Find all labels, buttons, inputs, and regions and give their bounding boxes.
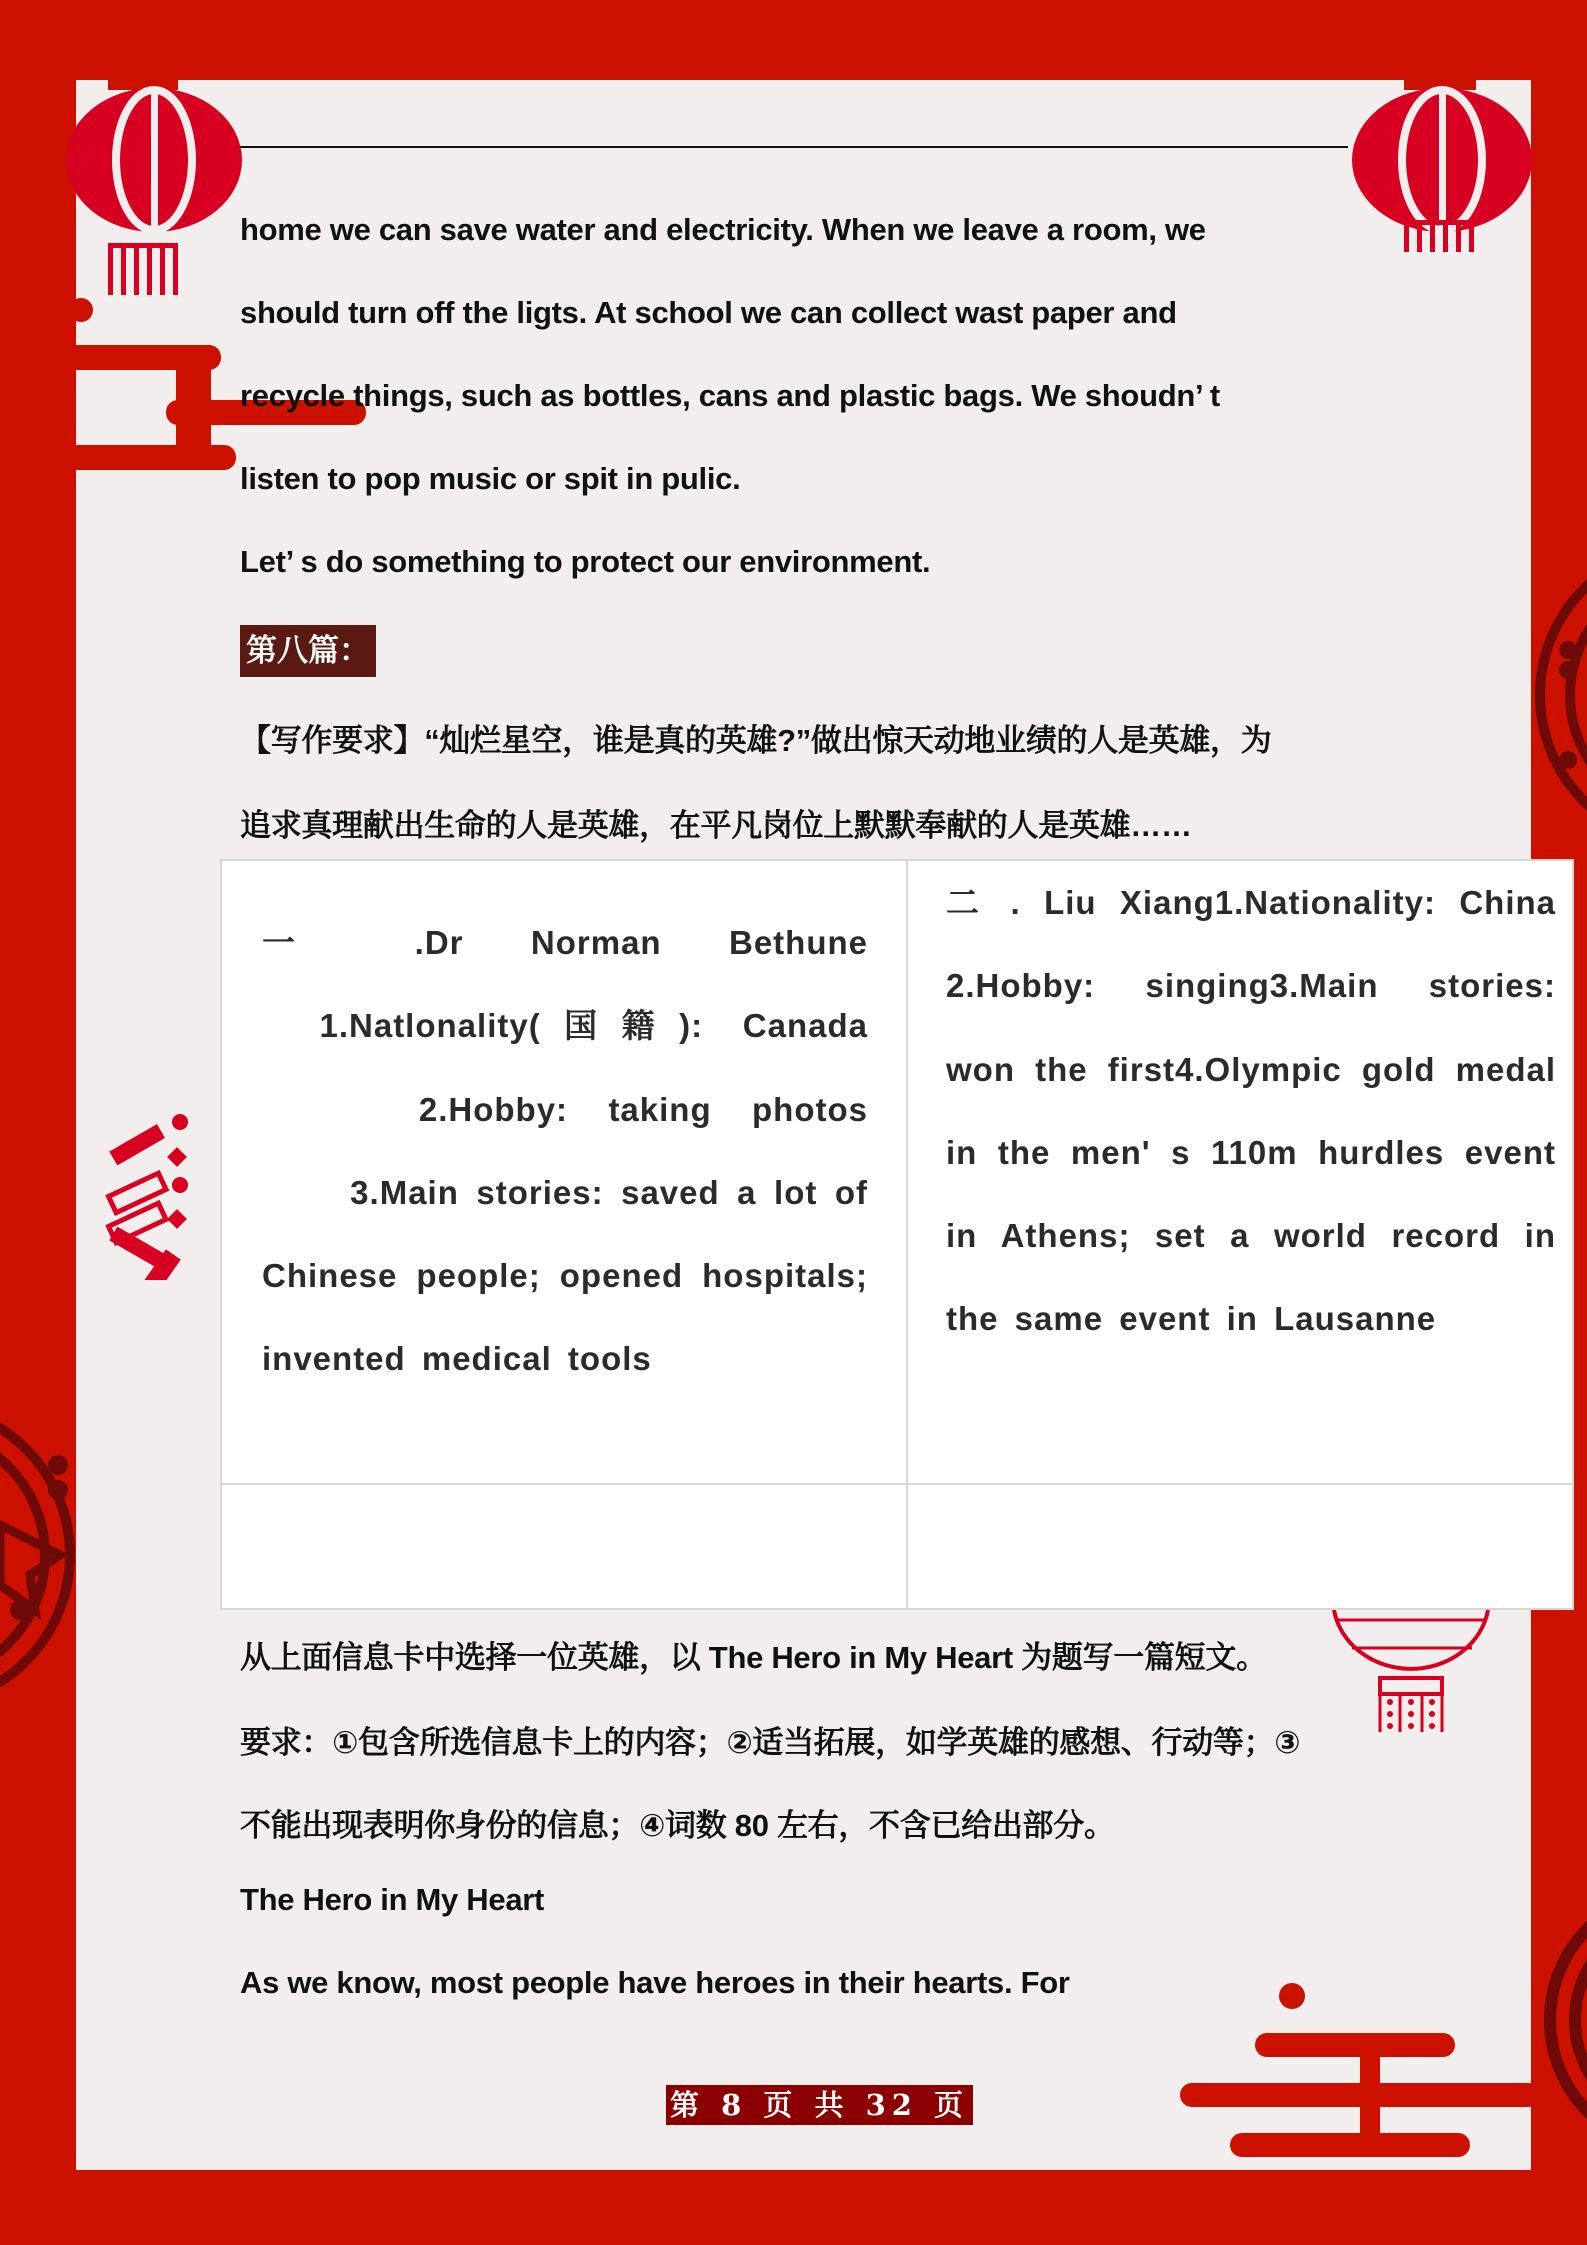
prompt-line: 追求真理献出生命的人是英雄，在平凡岗位上默默奉献的人是英雄……: [240, 808, 1192, 843]
ring-decoration-icon: [1530, 530, 1587, 860]
ring-decoration-icon: [1530, 1920, 1587, 2120]
passage-line: recycle things, such as bottles, cans and plastic bags. We shoudn’ t: [240, 378, 1220, 413]
instruction-line: 要求：①包含所选信息卡上的内容；②适当拓展，如学英雄的感想、行动等；③: [240, 1725, 1301, 1760]
instruction-line: 从上面信息卡中选择一位英雄，以 The Hero in My Heart 为题写一篇短文。: [240, 1640, 1267, 1675]
instruction-line: 不能出现表明你身份的信息；④词数 80 左右，不含已给出部分。: [240, 1808, 1115, 1843]
essay-title: The Hero in My Heart: [240, 1882, 545, 1917]
table-divider: [906, 861, 908, 1608]
lantern-outline-icon: [1332, 1610, 1492, 1740]
hero-info-table: [220, 859, 1574, 1610]
info-card-bethune: 一 .Dr Norman Bethune 1.Natlonality(国籍): Canada 2.Hobby: taking photos 3.Main stories: saved a lot of Chinese people; opened hospitals; invented medical tools: [262, 924, 868, 1378]
passage-line: home we can save water and electricity. When we leave a room, we: [240, 212, 1206, 247]
essay-opening: As we know, most people have heroes in their hearts. For: [240, 1965, 1070, 2000]
cloud-decoration-icon: [1180, 1983, 1540, 2158]
table-divider: [222, 1483, 1572, 1485]
passage-line: listen to pop music or spit in pulic.: [240, 461, 741, 496]
passage-line: Let’ s do something to protect our environment.: [240, 544, 931, 579]
info-card-liu-xiang: 二 . Liu Xiang1.Nationality: China 2.Hobby: singing3.Main stories: won the first4.Olympic gold medal in the men' s 110m hurdles event in Athens; set a world record in the same event in Lausanne: [946, 884, 1556, 1338]
ring-decoration-icon: [0, 1345, 76, 1765]
lantern-icon: [66, 80, 256, 300]
passage-line: should turn off the ligts. At school we can collect wast paper and: [240, 295, 1177, 330]
header-rule: [240, 146, 1348, 148]
section-badge: 第八篇：: [240, 625, 376, 677]
lantern-icon: [1352, 80, 1532, 300]
page-number-badge: 第 8 页 共 32 页: [666, 2085, 973, 2125]
pattern-decoration-icon: [105, 1110, 220, 1280]
prompt-line: 【写作要求】“灿烂星空，谁是真的英雄?”做出惊天动地业绩的人是英雄，为: [240, 723, 1272, 758]
